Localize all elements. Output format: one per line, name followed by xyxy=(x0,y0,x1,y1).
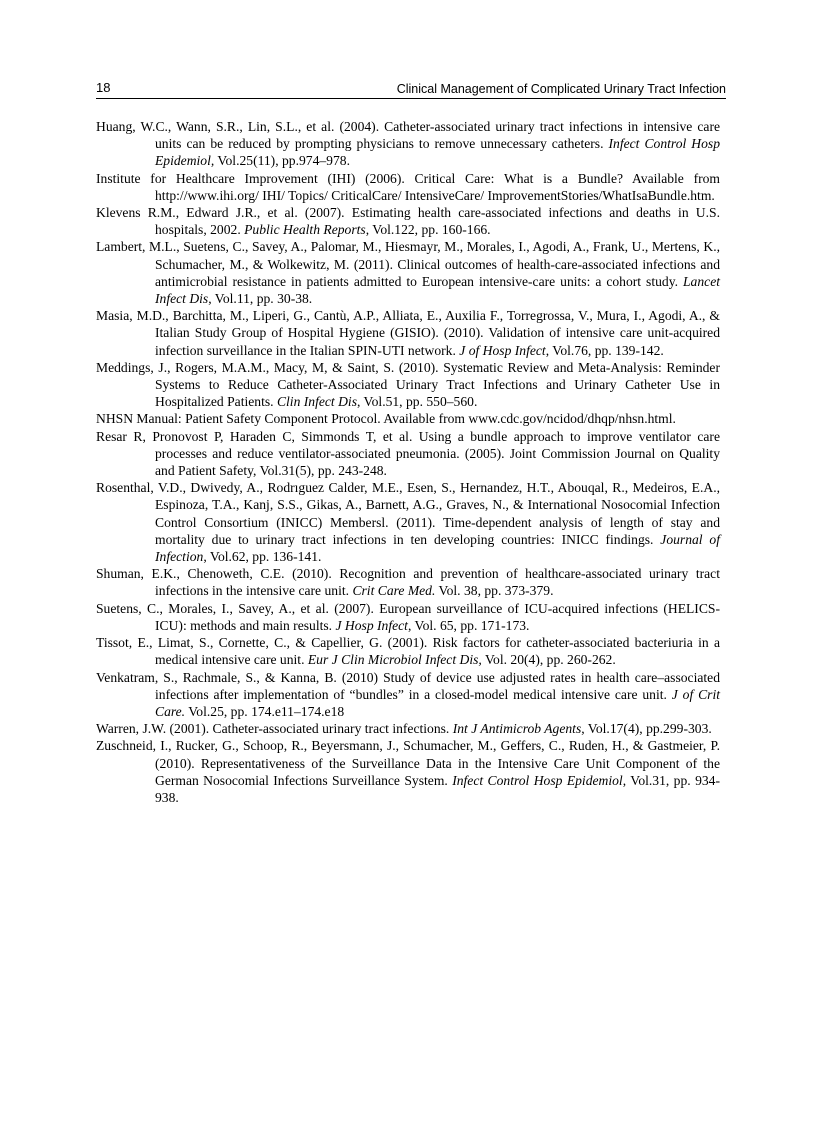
reference-text: Shuman, E.K., Chenoweth, C.E. (2010). Recognition and prevention of healthcare-associated urinary tract infections in the intensive care unit. xyxy=(96,566,720,599)
reference-text: Zuschneid, I., Rucker, G., Schoop, R., Beyersmann, J., Schumacher, M., Geffers, C., Ruden, H., & Gastmeier, P. (2010). Representativeness of the Surveillance Data in the Intensive Care Unit Component of the German Nosocomial Infections Surveillance System. xyxy=(96,738,720,788)
reference-details: , Vol.122, pp. 160-166. xyxy=(365,222,491,238)
reference-details: Vol. 38, pp. 373-379. xyxy=(435,583,554,599)
reference-details: Vol.25(11), pp.974–978. xyxy=(214,153,350,169)
reference-text: Meddings, J., Rogers, M.A.M., Macy, M, & Saint, S. (2010). Systematic Review and Meta-Analysis: Reminder Systems to Reduce Catheter-Associated Urinary Tract Infections and Urinary Catheter Use in Hospitalized Patients. xyxy=(96,359,720,410)
reference-journal: Lancet Infect Dis xyxy=(155,273,720,307)
reference-journal: Infect Control Hosp Epidemiol, xyxy=(155,136,720,169)
page-header xyxy=(96,80,726,99)
reference-item xyxy=(96,600,720,634)
reference-journal: Clin Infect Dis xyxy=(276,394,357,410)
reference-journal: Infect Control Hosp Epidemiol xyxy=(452,772,623,788)
reference-item xyxy=(96,634,720,668)
reference-item xyxy=(96,565,720,599)
reference-item xyxy=(96,669,720,721)
page-number: 18 xyxy=(96,80,111,95)
reference-details: , Vol.62, pp. 136-141. xyxy=(203,549,322,565)
reference-text: Warren, J.W. (2001). Catheter-associated urinary tract infections. xyxy=(96,721,453,737)
reference-details: , Vol.17(4), pp.299-303. xyxy=(581,721,712,737)
reference-details: , Vol.11, pp. 30-38. xyxy=(208,291,313,307)
reference-text: Klevens R.M., Edward J.R., et al. (2007). Estimating health care-associated infections and deaths in U.S. hospitals, 2002. xyxy=(96,205,720,238)
reference-details: , Vol. 65, pp. 171-173. xyxy=(407,617,530,633)
reference-text: Lambert, M.L., Suetens, C., Savey, A., Palomar, M., Hiesmayr, M., Morales, I., Agodi, A., Frank, U., Mertens, K., Schumacher, M., & Wolkewitz, M. (2011). Clinical outcomes of health-care-associated infections and antimicrobial resistance in patients admitted to European intensive-care units: a cohort study. xyxy=(96,239,720,289)
reference-journal: J of Crit Care. xyxy=(155,686,720,719)
reference-item xyxy=(96,118,720,170)
reference-journal: Int J Antimicrob Agents xyxy=(452,721,582,737)
reference-item xyxy=(96,170,720,204)
reference-details: , Vol.31, pp. 934-938. xyxy=(155,772,720,805)
reference-item xyxy=(96,428,720,480)
reference-details: Vol.25, pp. 174.e11–174.e18 xyxy=(185,703,345,719)
reference-item xyxy=(96,720,720,737)
reference-journal: J of Hosp Infect xyxy=(459,342,546,358)
reference-text: NHSN Manual: Patient Safety Component Protocol. Available from www.cdc.gov/ncidod/dhqp/nhsn.html. xyxy=(96,411,676,427)
reference-item xyxy=(96,737,720,806)
reference-item xyxy=(96,479,720,565)
reference-text: Resar R, Pronovost P, Haraden C, Simmonds T, et al. Using a bundle approach to improve ventilator care processes and reduce ventilator-associated pneumonia. (2005). Joint Commission Journal on Quality and Patient Safety, Vol.31(5), pp. 243-248. xyxy=(96,428,720,479)
reference-text: Masia, M.D., Barchitta, M., Liperi, G., Cantù, A.P., Alliata, E., Auxilia F., Torregrossa, V., Mura, I., Agodi, A., & Italian Study Group of Hospital Hygiene (GISIO). (2010). Validation of intensive care unit-acquired infection surveillance in the Italian SPIN-UTI network. xyxy=(96,308,720,358)
reference-journal: Eur J Clin Microbiol Infect Dis, xyxy=(307,652,482,668)
reference-details: , Vol.51, pp. 550–560. xyxy=(357,394,478,410)
reference-details: Vol. 20(4), pp. 260-262. xyxy=(481,652,616,668)
reference-text: Tissot, E., Limat, S., Cornette, C., & Capellier, G. (2001). Risk factors for catheter-associated bacteriuria in a medical intensive care unit. xyxy=(96,635,720,668)
reference-journal: J Hosp Infect xyxy=(335,617,408,633)
reference-journal: Crit Care Med. xyxy=(352,583,436,599)
reference-item xyxy=(96,410,720,427)
reference-text: Suetens, C., Morales, I., Savey, A., et al. (2007). European surveillance of ICU-acquired infections (HELICS-ICU): methods and main results. xyxy=(96,600,720,633)
reference-item xyxy=(96,359,720,411)
reference-item xyxy=(96,238,720,307)
reference-text: Venkatram, S., Rachmale, S., & Kanna, B. (2010) Study of device use adjusted rates in health care–associated infections after implementation of “bundles” in a closed-model medical intensive care unit. xyxy=(96,669,720,702)
reference-journal: Public Health Reports xyxy=(244,222,366,238)
reference-text: Institute for Healthcare Improvement (IHI) (2006). Critical Care: What is a Bundle? Available from http://www.ihi.org/ IHI/ Topics/ CriticalCare/ IntensiveCare/ ImprovementStories/WhatIsaBundle.htm. xyxy=(96,170,720,203)
reference-details: , Vol.76, pp. 139-142. xyxy=(545,342,664,358)
reference-journal: Journal of Infection xyxy=(155,531,720,565)
reference-item xyxy=(96,307,720,359)
running-title: Clinical Management of Complicated Urinary Tract Infection xyxy=(396,82,726,96)
reference-item xyxy=(96,204,720,238)
reference-text: Rosenthal, V.D., Dwivedy, A., Rodrıguez Calder, M.E., Esen, S., Hernandez, H.T., Abouqal, R., Medeiros, E.A., Espinoza, T.A., Kanj, S.S., Gikas, A., Barnett, A.G., Graves, N., & International Nosocomial Infection Control Consortium (INICC) Membersl. (2011). Time-dependent analysis of length of stay and mortality due to urinary tract infections in ten developing countries: INICC findings. xyxy=(96,480,720,547)
reference-text: Huang, W.C., Wann, S.R., Lin, S.L., et al. (2004). Catheter-associated urinary tract infections in intensive care units can be reduced by prompting physicians to remove unnecessary catheters. xyxy=(96,119,720,152)
reference-list xyxy=(96,118,720,806)
